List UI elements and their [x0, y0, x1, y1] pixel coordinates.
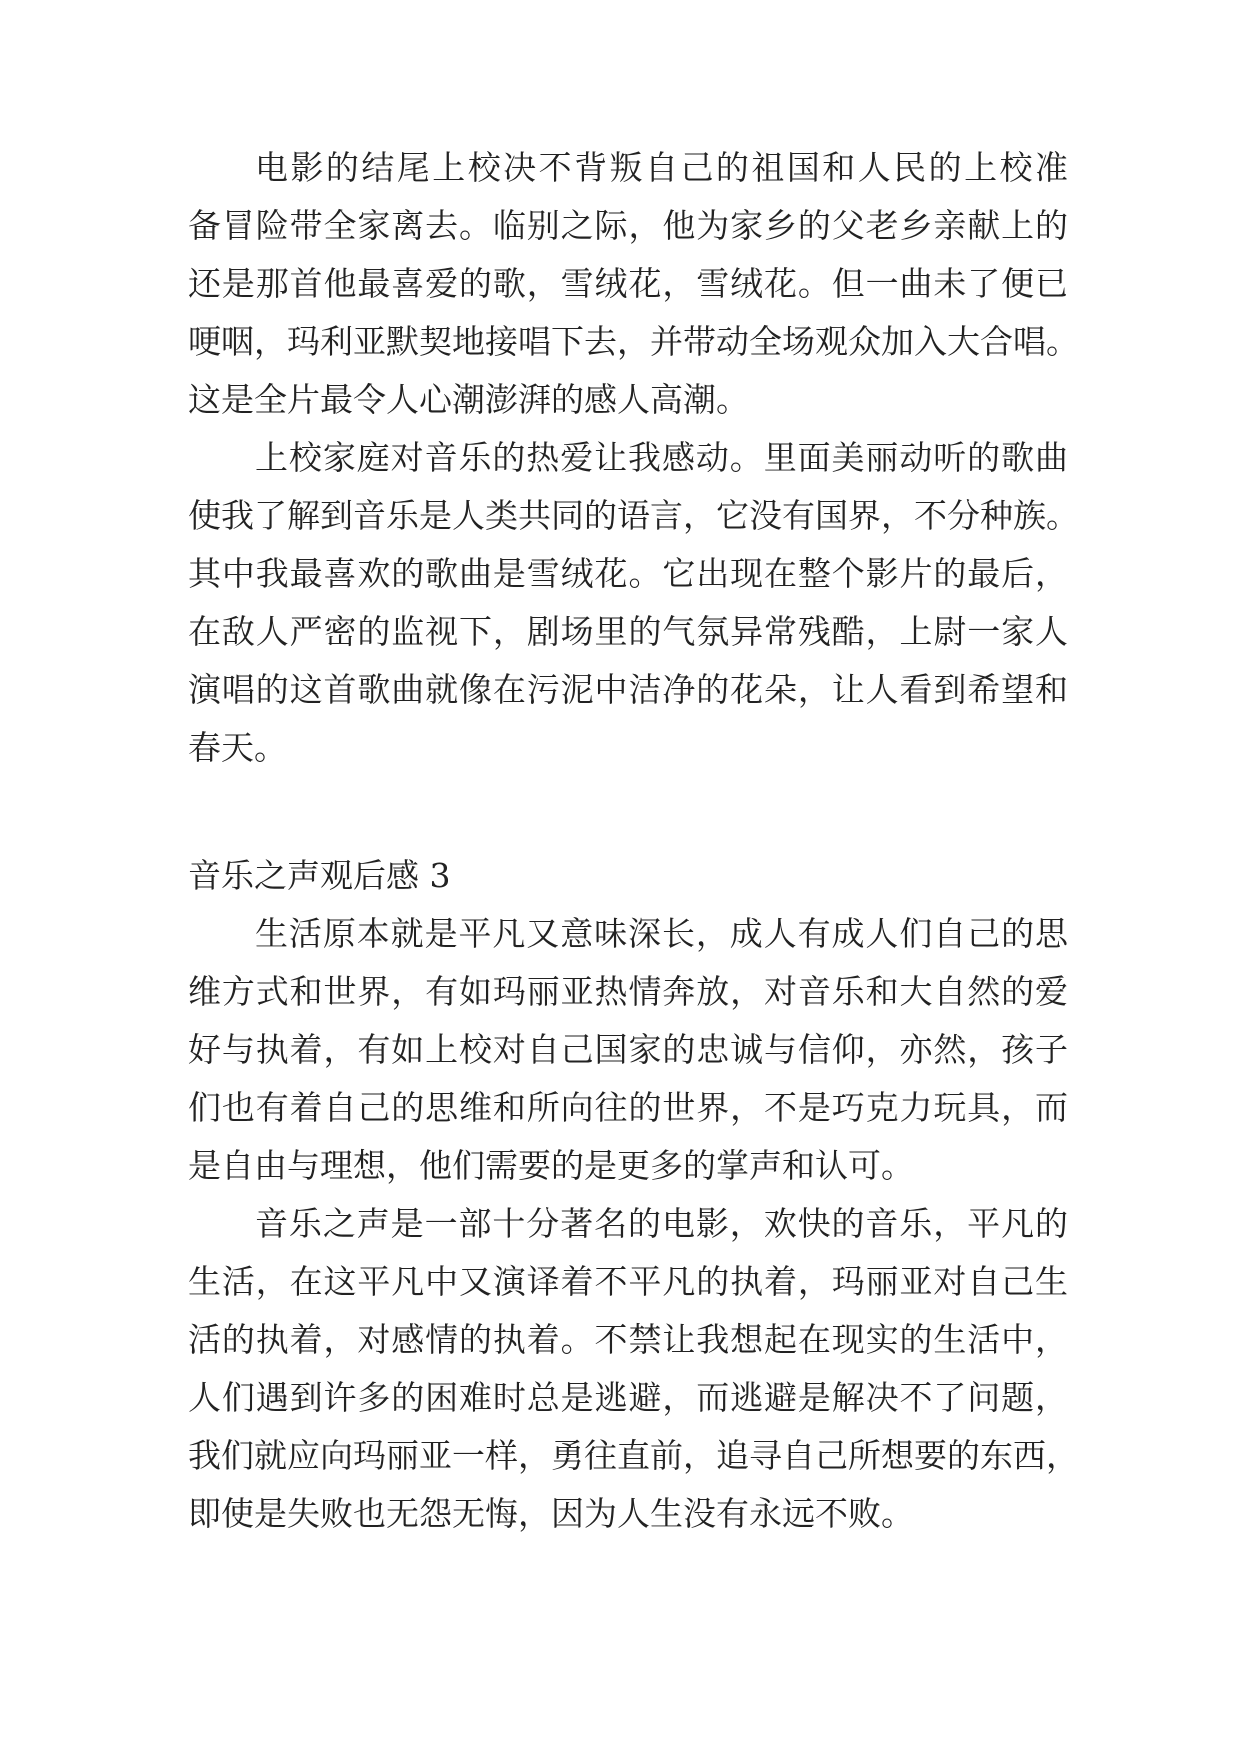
paragraph-1-line-2: 备冒险带全家离去。临别之际，他为家乡的父老乡亲献上的: [188, 206, 1068, 245]
paragraph-1-line-4: 哽咽，玛利亚默契地接唱下去，并带动全场观众加入大合唱。: [188, 322, 1079, 361]
paragraph-4-line-1: 音乐之声是一部十分著名的电影，欢快的音乐，平凡的: [255, 1204, 1068, 1243]
paragraph-2-line-1: 上校家庭对音乐的热爱让我感动。里面美丽动听的歌曲: [255, 438, 1068, 477]
paragraph-2-line-4: 在敌人严密的监视下，剧场里的气氛异常残酷，上尉一家人: [188, 612, 1068, 651]
paragraph-4-line-6: 即使是失败也无怨无悔，因为人生没有永远不败。: [188, 1494, 914, 1533]
paragraph-3-line-2: 维方式和世界，有如玛丽亚热情奔放，对音乐和大自然的爱: [188, 972, 1068, 1011]
paragraph-1-line-1: 电影的结尾上校决不背叛自己的祖国和人民的上校准: [255, 148, 1068, 187]
paragraph-3-line-4: 们也有着自己的思维和所向往的世界，不是巧克力玩具，而: [188, 1088, 1068, 1127]
paragraph-1-line-5: 这是全片最令人心潮澎湃的感人高潮。: [188, 380, 749, 419]
paragraph-1-line-3: 还是那首他最喜爱的歌，雪绒花，雪绒花。但一曲未了便已: [188, 264, 1068, 303]
paragraph-4-line-2: 生活，在这平凡中又演译着不平凡的执着，玛丽亚对自己生: [188, 1262, 1068, 1301]
paragraph-3-line-1: 生活原本就是平凡又意味深长，成人有成人们自己的思: [255, 914, 1068, 953]
paragraph-2-line-6: 春天。: [188, 728, 287, 767]
paragraph-4-line-5: 我们就应向玛丽亚一样，勇往直前，追寻自己所想要的东西，: [188, 1436, 1079, 1475]
section-heading: 音乐之声观后感 3: [188, 856, 451, 895]
paragraph-3-line-3: 好与执着，有如上校对自己国家的忠诚与信仰，亦然，孩子: [188, 1030, 1068, 1069]
paragraph-2-line-3: 其中我最喜欢的歌曲是雪绒花。它出现在整个影片的最后，: [188, 554, 1068, 593]
paragraph-3-line-5: 是自由与理想，他们需要的是更多的掌声和认可。: [188, 1146, 914, 1185]
paragraph-2-line-2: 使我了解到音乐是人类共同的语言，它没有国界，不分种族。: [188, 496, 1079, 535]
paragraph-4-line-4: 人们遇到许多的困难时总是逃避，而逃避是解决不了问题，: [188, 1378, 1068, 1417]
paragraph-2-line-5: 演唱的这首歌曲就像在污泥中洁净的花朵，让人看到希望和: [188, 670, 1068, 709]
paragraph-4-line-3: 活的执着，对感情的执着。不禁让我想起在现实的生活中，: [188, 1320, 1068, 1359]
